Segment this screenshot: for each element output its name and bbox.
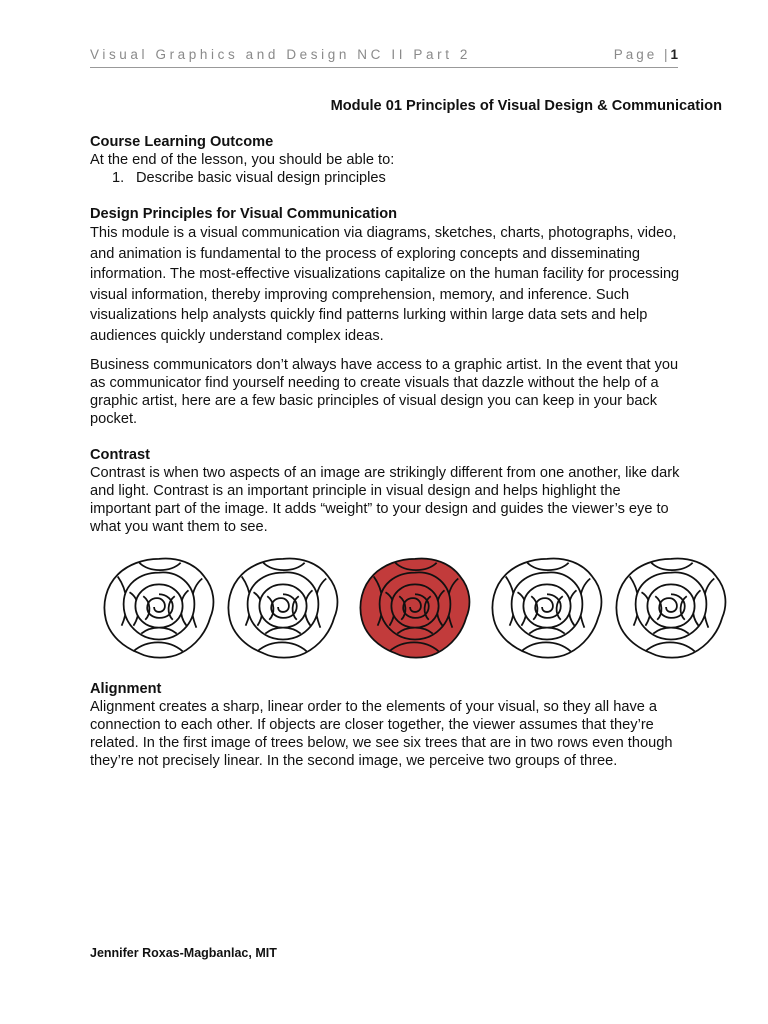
contrast-roses-image <box>94 552 734 664</box>
alignment-heading: Alignment <box>90 681 162 697</box>
page-label: Page | <box>613 47 671 62</box>
page-indicator <box>614 47 678 62</box>
page-header <box>90 45 678 68</box>
module-title: Module 01 Principles of Visual Design & Communication <box>330 98 722 114</box>
document-body <box>90 97 722 770</box>
header-title: Visual Graphics and Design NC II Part 2 <box>90 47 472 62</box>
list-number: 1. <box>112 170 125 186</box>
outcome-intro: At the end of the lesson, you should be able to: <box>90 152 395 168</box>
contrast-heading: Contrast <box>90 447 150 463</box>
outcome-list-item <box>90 169 680 187</box>
contrast-paragraph: Contrast is when two aspects of an image are strikingly different from one another, like dark and light. Contrast is an important principle in visual design and helps highlight the important part of the image. It adds “weight” to your design and guides the viewer’s eye to what you want them to see. <box>90 465 680 535</box>
page-number: 1 <box>670 47 678 62</box>
rose-icon <box>100 552 218 664</box>
design-principles-paragraph-1: This module is a visual communication via diagrams, sketches, charts, photographs, video, and animation is fundamental to the process of exploring concepts and disseminating information. The most-effective visualizations capitalize on the human facility for processing visual information, thereby improving comprehension, memory, and inference. Such visualizations help analysts quickly find patterns lurking within large data sets and help audiences quickly understand complex ideas. <box>90 225 680 344</box>
rose-icon <box>488 552 606 664</box>
alignment-paragraph: Alignment creates a sharp, linear order to the elements of your visual, so they all have a connection to each other. If objects are closer together, the viewer assumes that they’re related. In the first image of trees below, we see six trees that are in two rows even though they’re not precisely linear. In the second image, we perceive two groups of three. <box>90 699 673 769</box>
page-footer: Jennifer Roxas-Magbanlac, MIT <box>90 946 277 960</box>
rose-icon <box>612 552 730 664</box>
design-principles-heading: Design Principles for Visual Communication <box>90 206 398 222</box>
list-text: Describe basic visual design principles <box>136 170 386 186</box>
rose-icon <box>224 552 342 664</box>
outcome-heading: Course Learning Outcome <box>90 134 274 150</box>
rose-icon-highlighted <box>356 552 474 664</box>
design-principles-paragraph-2: Business communicators don’t always have access to a graphic artist. In the event that you as communicator find yourself needing to create visuals that dazzle without the help of a graphic artist, here are a few basic principles of visual design you can keep in your back pocket. <box>90 357 679 427</box>
